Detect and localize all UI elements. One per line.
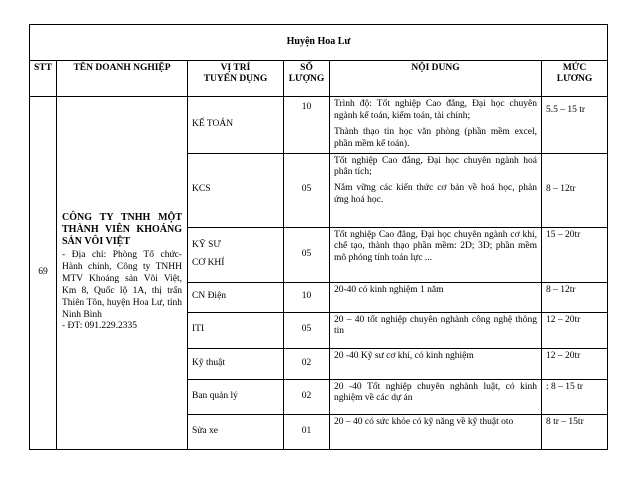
- content-line: 20 – 40 có sức khỏe có kỹ năng về kỹ thuật oto: [334, 416, 514, 427]
- company-phone: - ĐT: 091.229.2335: [62, 321, 137, 332]
- content-cell: [330, 282, 542, 312]
- quantity-cell: 05: [284, 153, 330, 227]
- quantity-cell: 10: [284, 97, 330, 154]
- content-line: 20 – 40 tốt nghiệp chuyên nghành công nghệ thông tin: [334, 314, 537, 337]
- company-name-line1: CÔNG TY TNHH MỘT: [62, 212, 182, 224]
- quantity-cell: 05: [284, 312, 330, 348]
- district-title: Huyện Hoa Lư: [30, 25, 608, 61]
- content-cell: [330, 97, 542, 154]
- salary-cell: 8 – 12tr: [542, 282, 608, 312]
- header-stt: STT: [30, 61, 57, 97]
- table-row: [30, 97, 608, 154]
- content-line: Tốt nghiệp Cao đẳng, Đại học chuyên ngành cơ khí, chế tạo, thành thạo phần mềm: 2D; 3D; phần mềm mô phỏng tính toán lực ...: [334, 229, 537, 264]
- company-name-line2: THÀNH VIÊN KHOÁNG: [62, 224, 182, 236]
- position-cell: Sửa xe: [188, 414, 284, 449]
- content-cell: [330, 379, 542, 414]
- quantity-cell: 01: [284, 414, 330, 449]
- position-cell: ITI: [188, 312, 284, 348]
- quantity-cell: 02: [284, 379, 330, 414]
- position-cell: [188, 227, 284, 282]
- salary-cell: : 8 – 15 tr: [542, 379, 608, 414]
- stt-cell: 69: [30, 97, 57, 450]
- content-line: Tốt nghiệp Cao đẳng, Đại học chuyên ngành hoá phân tích;: [334, 155, 537, 178]
- district-row: [30, 25, 608, 61]
- recruitment-table: [29, 24, 608, 450]
- position-line2: CƠ KHÍ: [192, 257, 225, 268]
- position-line1: KỸ SƯ: [192, 239, 221, 250]
- position-cell: CN Điện: [188, 282, 284, 312]
- content-line: 20 -40 Kỹ sư cơ khí, có kinh nghiệm: [334, 350, 474, 361]
- position-cell: Ban quản lý: [188, 379, 284, 414]
- salary-cell: 8 tr – 15tr: [542, 414, 608, 449]
- salary-cell: 15 – 20tr: [542, 227, 608, 282]
- header-salary-line2: LƯƠNG: [556, 74, 593, 85]
- header-row: [30, 61, 608, 97]
- header-position-line1: VỊ TRÍ: [220, 63, 251, 73]
- header-quantity-line2: LƯỢNG: [288, 74, 325, 85]
- content-cell: [330, 414, 542, 449]
- header-content: NỘI DUNG: [330, 61, 542, 97]
- content-line: Thành thạo tin học văn phòng (phần mềm excel, phần mềm kế toán).: [334, 126, 537, 149]
- quantity-cell: 02: [284, 348, 330, 379]
- company-cell: [57, 97, 188, 450]
- position-cell: KẾ TOÁN: [188, 97, 284, 154]
- salary-cell: 12 – 20tr: [542, 348, 608, 379]
- header-quantity-line1: SỐ: [300, 63, 313, 73]
- quantity-cell: 05: [284, 227, 330, 282]
- content-line: 20 -40 Tốt nghiệp chuyên nghành luật, có kinh nghiệm về các dự án: [334, 381, 537, 404]
- salary-cell: 12 – 20tr: [542, 312, 608, 348]
- quantity-cell: 10: [284, 282, 330, 312]
- header-salary-line1: MỨC: [562, 63, 587, 73]
- content-line: 20-40 có kinh nghiệm 1 năm: [334, 284, 444, 295]
- position-cell: Kỹ thuật: [188, 348, 284, 379]
- header-position-line2: TUYỂN DỤNG: [203, 74, 268, 85]
- content-line: Nắm vững các kiến thức cơ bản về hoá học, phản ứng hoá học.: [334, 183, 537, 206]
- content-line: Trình độ: Tốt nghiệp Cao đẳng, Đại học chuyên ngành kế toán, kiểm toán, tài chính;: [334, 99, 537, 121]
- company-address: - Địa chỉ: Phòng Tổ chức- Hành chính, Công ty TNHH MTV Khoáng sản Vôi Việt, Km 8, Quốc lộ 1A, thị trấn Thiên Tôn, huyện Hoa Lư, tỉnh Ninh Bình: [62, 250, 182, 320]
- header-salary: [542, 61, 608, 97]
- salary-cell: 8 – 12tr: [542, 153, 608, 227]
- content-cell: [330, 227, 542, 282]
- salary-cell: 5.5 – 15 tr: [542, 97, 608, 154]
- content-cell: [330, 312, 542, 348]
- content-cell: [330, 348, 542, 379]
- header-position: [188, 61, 284, 97]
- position-cell: KCS: [188, 153, 284, 227]
- company-name-line3: SẢN VÔI VIỆT: [62, 236, 130, 248]
- header-company: TÊN DOANH NGHIỆP: [57, 61, 188, 97]
- content-cell: [330, 153, 542, 227]
- header-quantity: [284, 61, 330, 97]
